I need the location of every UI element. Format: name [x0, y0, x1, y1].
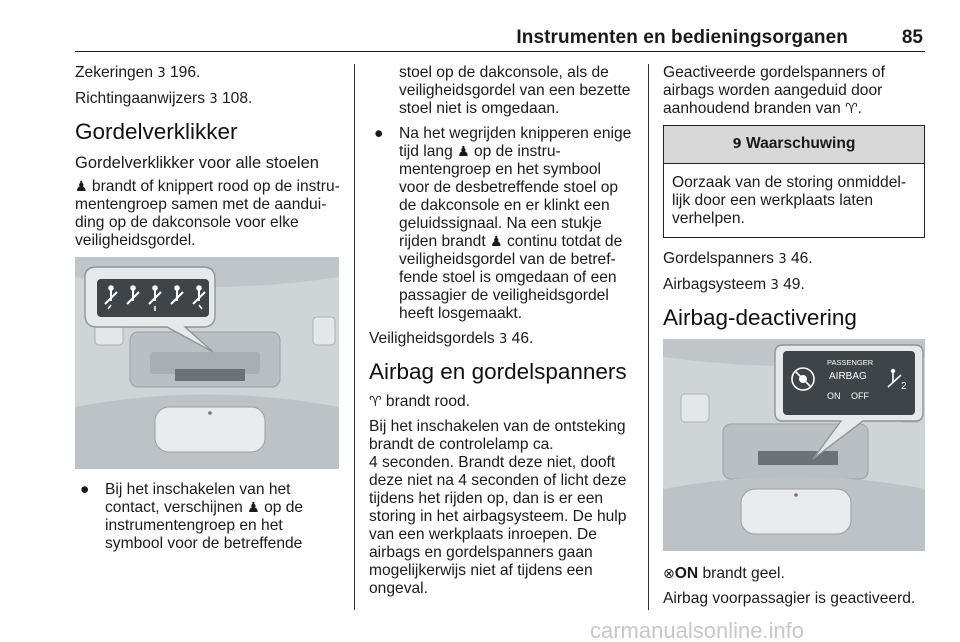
- paragraph: [369, 418, 635, 454]
- page-header: [0, 0, 960, 52]
- panel-on-label: ON: [827, 391, 841, 401]
- section-heading: Airbag en gordelspanners: [369, 359, 627, 384]
- bullet-text: op de instrumentengroep en het symbool voor de betreffende: [105, 499, 304, 552]
- ref-text: Gordelspanners: [663, 250, 774, 267]
- reference-airbag-system: [663, 276, 925, 295]
- paragraph-text: Geactiveerde gordelspanners of airbags worden aangeduid door aanhoudend branden van: [663, 64, 885, 117]
- column-3: [663, 64, 925, 615]
- warning-header: [664, 126, 924, 164]
- seatbelt-warning-icon: ♟: [75, 179, 88, 195]
- on-label: ON: [674, 565, 699, 582]
- page-number: 85: [901, 27, 923, 48]
- panel-passenger-label: PASSENGER: [827, 358, 874, 367]
- warning-title: Waarschuwing: [745, 135, 856, 152]
- header-rule: [75, 51, 925, 52]
- page-reference-icon: 3: [157, 66, 166, 81]
- airbag-warning-icon: ♈: [845, 101, 858, 117]
- reference-pretensioners: [663, 250, 925, 269]
- bullet-continuation: stoel op de dakconsole, als de veiligheidsgordel van een bezette stoel niet is omgedaan.: [399, 64, 631, 117]
- airbag-warning-icon: ♈: [369, 394, 382, 410]
- seatbelt-warning-icon: ♟: [457, 144, 470, 160]
- ref-page: 46.: [790, 250, 813, 267]
- roof-console-airbag-illustration: [663, 339, 925, 551]
- indicator-text: brandt geel.: [702, 565, 785, 582]
- subsection-heading: Gordelverklikker voor alle stoelen: [75, 154, 319, 172]
- page-reference-icon: 3: [770, 278, 779, 293]
- warning-text: Oorzaak van de storing onmiddel-lijk door een werkplaats laten verhelpen.: [672, 174, 907, 227]
- header-title: Instrumenten en bedieningsorganen: [516, 27, 848, 48]
- list-item: [75, 481, 341, 553]
- bullet-dot: ●: [374, 125, 384, 142]
- column-divider: [648, 64, 649, 610]
- bullet-text: continu totdat de veiligheidsgordel van de betref-fende stoel is omgedaan of een passagier de veiligheidsgordel heeft losgemaakt.: [399, 233, 623, 322]
- section-heading: Airbag-deactivering: [663, 305, 857, 330]
- panel-airbag-label: AIRBAG: [829, 371, 867, 382]
- panel-off-label: OFF: [851, 391, 869, 401]
- bullet-text: op de instru-mentengroep en het symbool voor de desbetreffende stoel op de dakconsole en er klinkt een geluidssignaal. Na een stukje rijden brandt: [399, 143, 619, 250]
- paragraph-text: brandt of knippert rood op de instru-mentengroep samen met de aandui-ding op de dakconsole voor elke veiligheidsgordel.: [75, 178, 340, 249]
- ref-page: 49.: [783, 276, 805, 293]
- airbag-deactivation-figure: [663, 339, 925, 551]
- paragraph-text: Bij het inschakelen van de ontsteking brandt de controlelamp ca.: [369, 418, 626, 453]
- warning-box: [663, 125, 925, 238]
- ref-page: 108.: [221, 90, 253, 107]
- page-reference-icon: 3: [209, 92, 218, 107]
- bullet-text: Na het wegrijden knipperen enige tijd lang: [399, 125, 632, 160]
- ref-page: 46.: [511, 330, 534, 347]
- list-item: [369, 125, 635, 323]
- indicator-line: [369, 393, 635, 411]
- ref-text: Veiligheidsgordels: [369, 330, 495, 347]
- page-reference-icon: 3: [778, 252, 787, 267]
- airbag-on-icon: ⊗: [663, 566, 675, 582]
- roof-console-seatbelt-figure: [75, 257, 339, 469]
- column-1: [75, 64, 341, 560]
- column-divider: [354, 64, 355, 610]
- indicator-text: brandt rood.: [385, 393, 470, 410]
- column-2: [369, 64, 635, 605]
- reference-turn-signals: [75, 90, 341, 109]
- ref-text: Airbagsysteem: [663, 276, 767, 293]
- seatbelt-warning-icon: ♟: [490, 234, 503, 250]
- panel-seat-number: 2: [901, 381, 907, 392]
- warning-triangle-icon: 9: [732, 137, 742, 152]
- ref-text: Zekeringen: [75, 64, 154, 81]
- paragraph: [75, 178, 341, 250]
- roof-console-illustration: [75, 257, 339, 469]
- paragraph-text: .: [857, 100, 863, 117]
- bullet-text: Bij het inschakelen van het contact, verschijnen: [105, 481, 291, 516]
- paragraph: Airbag voorpassagier is geactiveerd.: [663, 590, 916, 607]
- reference-seatbelts: [369, 330, 635, 349]
- ref-page: 196.: [169, 64, 201, 81]
- paragraph: [663, 64, 925, 118]
- seatbelt-warning-icon: ♟: [247, 500, 260, 516]
- indicator-line: [663, 565, 925, 583]
- section-heading: Gordelverklikker: [75, 119, 238, 144]
- ref-text: Richtingaanwijzers: [75, 90, 206, 107]
- paragraph: 4 seconden. Brandt deze niet, dooft deze niet na 4 seconden of licht deze tijdens het rijden op, dan is er een storing in het airbagsysteem. De hulp van een werkplaats inroepen. De airbags en gordelspanners gaan mogelijkerwijs niet af tijdens een ongeval.: [369, 454, 627, 597]
- reference-fuses: [75, 64, 341, 83]
- page-reference-icon: 3: [499, 332, 508, 347]
- bullet-dot: ●: [80, 481, 90, 498]
- watermark: carmanualsonline.info: [590, 618, 805, 642]
